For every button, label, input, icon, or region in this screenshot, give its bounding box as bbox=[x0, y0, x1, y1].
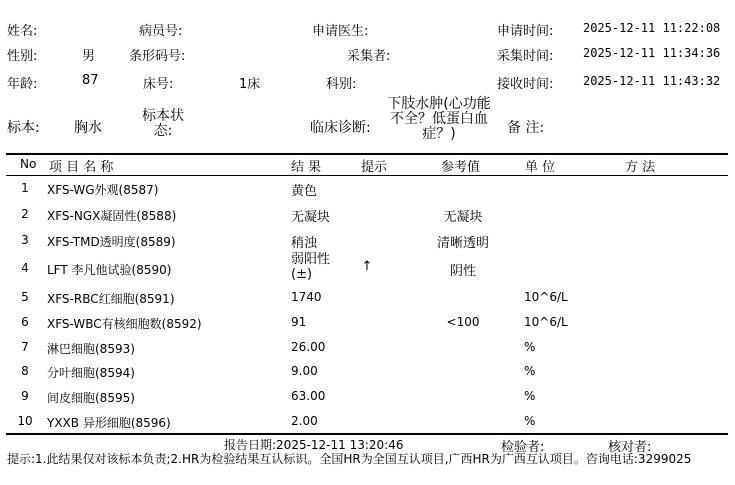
row-item: XFS-NGX凝固性(8588) bbox=[47, 209, 177, 223]
table-top-rule bbox=[6, 153, 728, 155]
specimen-label: 标本: bbox=[7, 120, 40, 136]
row-item: 分叶细胞(8594) bbox=[47, 366, 135, 380]
row-unit: % bbox=[524, 414, 536, 428]
row-ref: <100 bbox=[446, 315, 480, 329]
diagnosis-label: 临床诊断: bbox=[310, 120, 371, 136]
table-bottom-rule bbox=[6, 433, 728, 435]
bed-value: 1床 bbox=[239, 77, 261, 92]
col-ref: 参考值 bbox=[441, 160, 481, 175]
row-result: 弱阳性(±) bbox=[291, 252, 331, 282]
diagnosis-value: 下肢水肿(心功能不全？低蛋白血症？) bbox=[387, 96, 491, 142]
checker-label: 检验者: bbox=[501, 440, 545, 455]
receive-time-label: 接收时间: bbox=[497, 77, 554, 92]
row-unit: % bbox=[524, 364, 536, 378]
row-item: XFS-WBC有核细胞数(8592) bbox=[47, 317, 202, 331]
row-item: XFS-TMD透明度(8589) bbox=[47, 235, 176, 249]
receive-time-value: 2025-12-11 11:43:32 bbox=[583, 74, 721, 88]
row-result: 91 bbox=[291, 315, 307, 329]
col-method: 方 法 bbox=[625, 160, 656, 175]
row-result: 稍浊 bbox=[291, 236, 318, 251]
age-label: 年龄: bbox=[7, 77, 38, 92]
row-no: 3 bbox=[21, 233, 29, 247]
row-no: 10 bbox=[17, 414, 33, 428]
row-item: 淋巴细胞(8593) bbox=[47, 342, 135, 356]
row-no: 5 bbox=[21, 290, 29, 304]
name-label: 姓名: bbox=[7, 24, 38, 39]
row-result: 1740 bbox=[291, 290, 322, 304]
row-item: LFT 李凡他试验(8590) bbox=[47, 263, 172, 277]
sex-value: 男 bbox=[82, 49, 96, 64]
row-no: 1 bbox=[21, 181, 29, 195]
footer-note: 提示:1.此结果仅对该标本负责;2.HR为检验结果互认标识。全国HR为全国互认项目,广西HR为广西互认项目。咨询电话:3299025 bbox=[7, 452, 692, 466]
req-time-value: 2025-12-11 11:22:08 bbox=[583, 21, 721, 35]
row-no: 6 bbox=[21, 315, 29, 329]
report-date: 报告日期:2025-12-11 13:20:46 bbox=[224, 438, 404, 452]
row-ref: 阴性 bbox=[449, 264, 476, 279]
col-result: 结 果 bbox=[291, 160, 322, 175]
row-ref: 无凝块 bbox=[443, 210, 483, 225]
row-flag: ↑ bbox=[361, 259, 373, 274]
req-doctor-label: 申请医生: bbox=[312, 24, 369, 39]
row-result: 9.00 bbox=[291, 364, 318, 378]
row-result: 黄色 bbox=[291, 184, 318, 199]
table-header-rule bbox=[6, 175, 728, 176]
row-no: 4 bbox=[21, 261, 29, 275]
row-no: 2 bbox=[21, 207, 29, 221]
row-no: 7 bbox=[21, 340, 29, 354]
row-item: YXXB 异形细胞(8596) bbox=[47, 416, 171, 430]
row-item: XFS-RBC红细胞(8591) bbox=[47, 292, 175, 306]
row-no: 9 bbox=[21, 389, 29, 403]
bed-label: 床号: bbox=[143, 77, 174, 92]
col-unit: 单 位 bbox=[525, 160, 556, 175]
collect-time-value: 2025-12-11 11:34:36 bbox=[583, 46, 721, 60]
dept-label: 科别: bbox=[326, 77, 357, 92]
col-flag: 提示 bbox=[361, 160, 388, 175]
row-unit: % bbox=[524, 340, 536, 354]
row-ref: 清晰透明 bbox=[436, 236, 489, 251]
age-value: 87 bbox=[82, 73, 99, 88]
row-no: 8 bbox=[21, 364, 29, 378]
row-result: 26.00 bbox=[291, 340, 326, 354]
collect-time-label: 采集时间: bbox=[497, 49, 554, 64]
remark-label: 备 注: bbox=[507, 120, 545, 136]
specimen-status-label: 标本状态: bbox=[142, 108, 184, 139]
row-unit: 10^6/L bbox=[524, 290, 568, 304]
row-result: 2.00 bbox=[291, 414, 318, 428]
col-item: 项 目 名 称 bbox=[49, 160, 114, 175]
row-item: XFS-WG外观(8587) bbox=[47, 183, 159, 197]
patient-no-label: 病员号: bbox=[139, 24, 183, 39]
row-item: 间皮细胞(8595) bbox=[47, 391, 135, 405]
row-unit: % bbox=[524, 389, 536, 403]
barcode-label: 条形码号: bbox=[129, 49, 186, 64]
row-result: 63.00 bbox=[291, 389, 326, 403]
collector-label: 采集者: bbox=[347, 49, 391, 64]
row-result: 无凝块 bbox=[291, 210, 331, 225]
specimen-value: 胸水 bbox=[74, 120, 102, 136]
col-no: No bbox=[20, 157, 37, 171]
row-unit: 10^6/L bbox=[524, 315, 568, 329]
sex-label: 性别: bbox=[7, 49, 38, 64]
req-time-label: 申请时间: bbox=[497, 24, 554, 39]
reviewer-label: 核对者: bbox=[608, 440, 652, 455]
